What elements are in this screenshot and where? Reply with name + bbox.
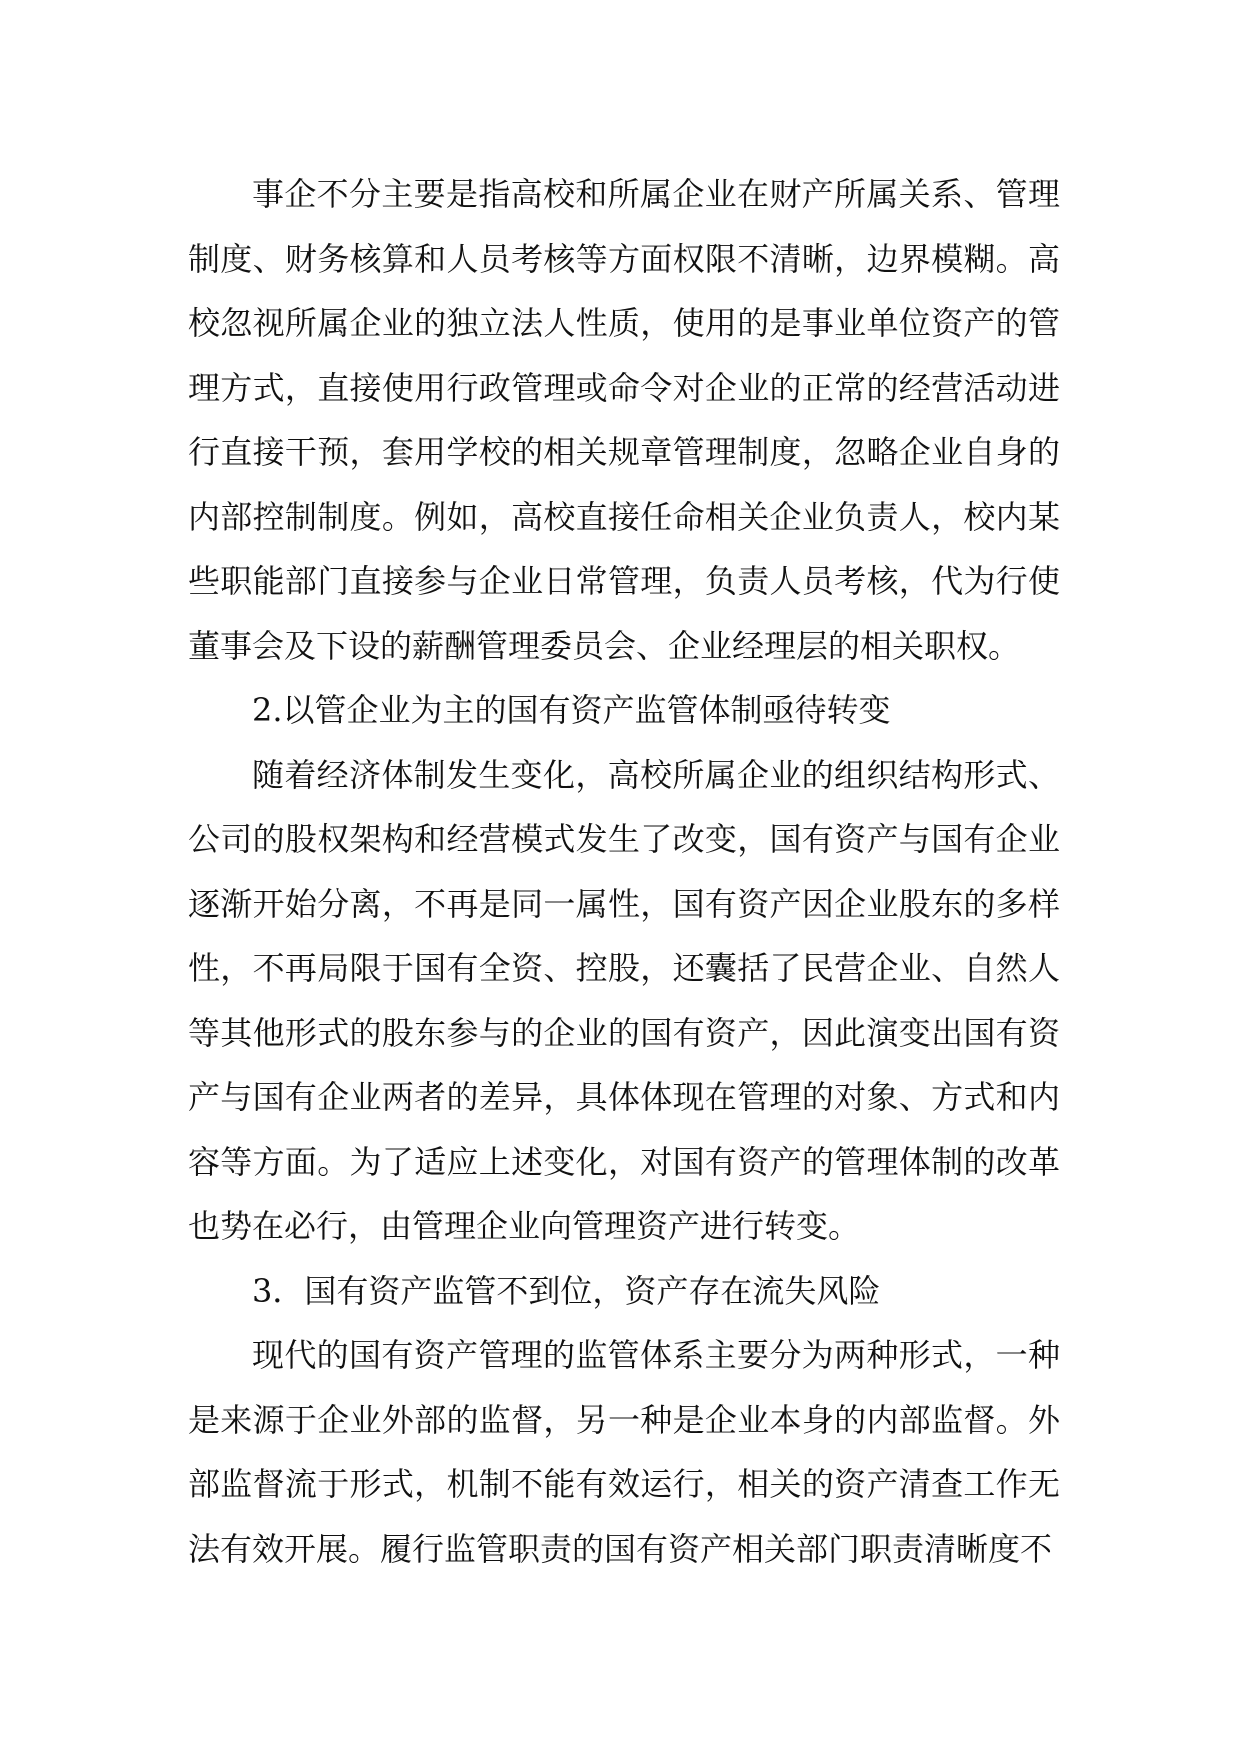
- paragraph-supervision: 现代的国有资产管理的监管体系主要分为两种形式，一种是来源于企业外部的监督，另一种是企业本身的内部监督。外部监督流于形式，机制不能有效运行，相关的资产清查工作无法有效开展。履行监管职责的国有资产相关部门职责清晰度不: [188, 1336, 1060, 1568]
- paragraph-system-transition: 随着经济体制发生变化，高校所属企业的组织结构形式、公司的股权架构和经营模式发生了改变，国有资产与国有企业逐渐开始分离，不再是同一属性，国有资产因企业股东的多样性，不再局限于国有全资、控股，还囊括了民营企业、自然人等其他形式的股东参与的企业的国有资产，因此演变出国有资产与国有企业两者的差异，具体体现在管理的对象、方式和内容等方面。为了适应上述变化，对国有资产的管理体制的改革也势在必行，由管理企业向管理资产进行转变。: [188, 755, 1060, 1245]
- section-heading-3: 3．国有资产监管不到位，资产存在流失风险: [252, 1271, 881, 1310]
- section-heading-2: 2.以管企业为主的国有资产监管体制亟待转变: [252, 691, 891, 729]
- paragraph-enterprise-separation: 事企不分主要是指高校和所属企业在财产所属关系、管理制度、财务核算和人员考核等方面权限不清晰，边界模糊。高校忽视所属企业的独立法人性质，使用的是事业单位资产的管理方式，直接使用行政管理或命令对企业的正常的经营活动进行直接干预，套用学校的相关规章管理制度，忽略企业自身的内部控制制度。例如，高校直接任命相关企业负责人，校内某些职能部门直接参与企业日常管理，负责人员考核，代为行使董事会及下设的薪酬管理委员会、企业经理层的相关职权。: [188, 175, 1060, 665]
- document-body: [188, 162, 1060, 1581]
